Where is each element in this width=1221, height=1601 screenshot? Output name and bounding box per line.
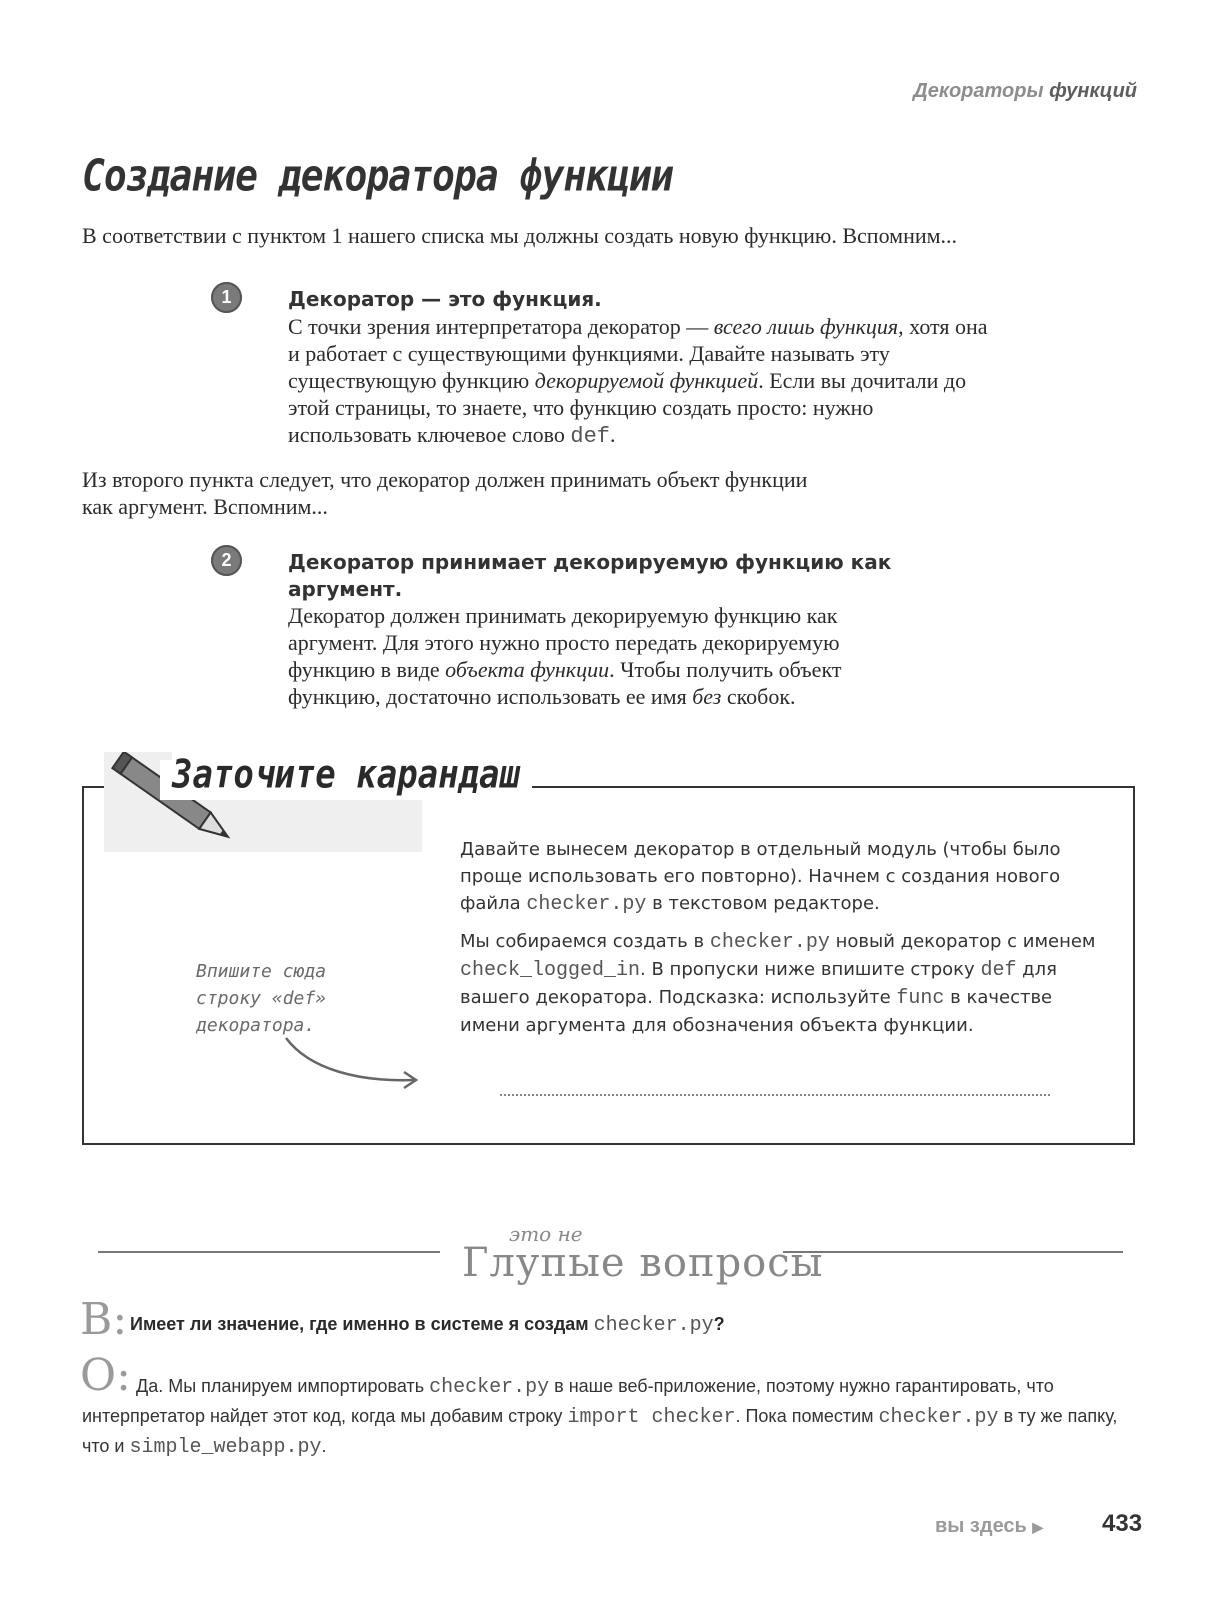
- divider-left: [98, 1251, 440, 1253]
- exercise-paragraph-2: Мы собираемся создать в checker.py новый декоратор с именем check_logged_in. В пропуски ниже впишите строку def для вашего декоратора. Подсказка: используйте func в качестве имени аргумента для обозначения объекта функции.: [460, 931, 1096, 1036]
- running-header: [0, 80, 1137, 103]
- divider-right: [783, 1251, 1123, 1253]
- you-are-here-link[interactable]: вы здесь ▶: [935, 1515, 1044, 1537]
- answer-blank-line[interactable]: [500, 1094, 1050, 1096]
- sharpen-pencil-title: Заточите карандаш: [172, 752, 532, 798]
- handwritten-hint: Впишите сюда строку «def» декоратора.: [196, 961, 327, 1036]
- triangle-right-icon: ▶: [1032, 1519, 1044, 1535]
- intro-paragraph: В соответствии с пунктом 1 нашего списка мы должны создать новую функцию. Вспомним...: [82, 223, 958, 248]
- step-number-1: 1: [211, 282, 242, 313]
- header-section-bold: функций: [1049, 80, 1137, 102]
- step-1-text: С точки зрения интерпретатора декоратор — всего лишь функция, хотя она и работает с существующими функциями. Давайте называть эту существующую функцию декорируемой функцией. Если вы дочитали до этой страницы, то знаете, что функцию создать просто: нужно использовать ключевое слово def.: [288, 314, 988, 449]
- page-number: 433: [1102, 1510, 1143, 1537]
- question-letter: В:: [80, 1294, 128, 1345]
- not-dumb-heading: Глупые вопросы: [462, 1240, 824, 1286]
- step-1-title: Декоратор — это функция.: [288, 287, 602, 311]
- step-number-2: 2: [211, 545, 242, 576]
- bridge-paragraph: Из второго пункта следует, что декоратор должен принимать объект функции как аргумент. Вспомним...: [82, 467, 808, 519]
- not-dumb-small: это не: [509, 1222, 583, 1246]
- exercise-paragraph-1: Давайте вынесем декоратор в отдельный модуль (чтобы было проще использовать его повторно). Начнем с создания нового файла checker.py в текстовом редакторе.: [460, 839, 1061, 916]
- question-text: Имеет ли значение, где именно в системе я создам checker.py?: [130, 1314, 725, 1337]
- header-section-light: Декораторы: [913, 80, 1044, 102]
- hint-arrow-icon: [280, 1030, 430, 1090]
- step-2-title: Декоратор принимает декорируемую функцию как аргумент.: [288, 550, 892, 601]
- answer-text: Да. Мы планируем импортировать checker.py в наше веб-приложение, поэтому нужно гарантировать, что интерпретатор найдет этот код, когда мы добавим строку import checker. Пока поместим checker.py в ту же папку, что и simple_webapp.py.: [82, 1376, 1118, 1459]
- answer-letter: О:: [80, 1350, 131, 1401]
- page-title: Создание декоратора функции: [82, 150, 673, 201]
- step-2-text: Декоратор должен принимать декорируемую функцию как аргумент. Для этого нужно просто передать декорируемую функцию в виде объекта функции. Чтобы получить объект функцию, достаточно использовать ее имя без скобок.: [288, 603, 842, 709]
